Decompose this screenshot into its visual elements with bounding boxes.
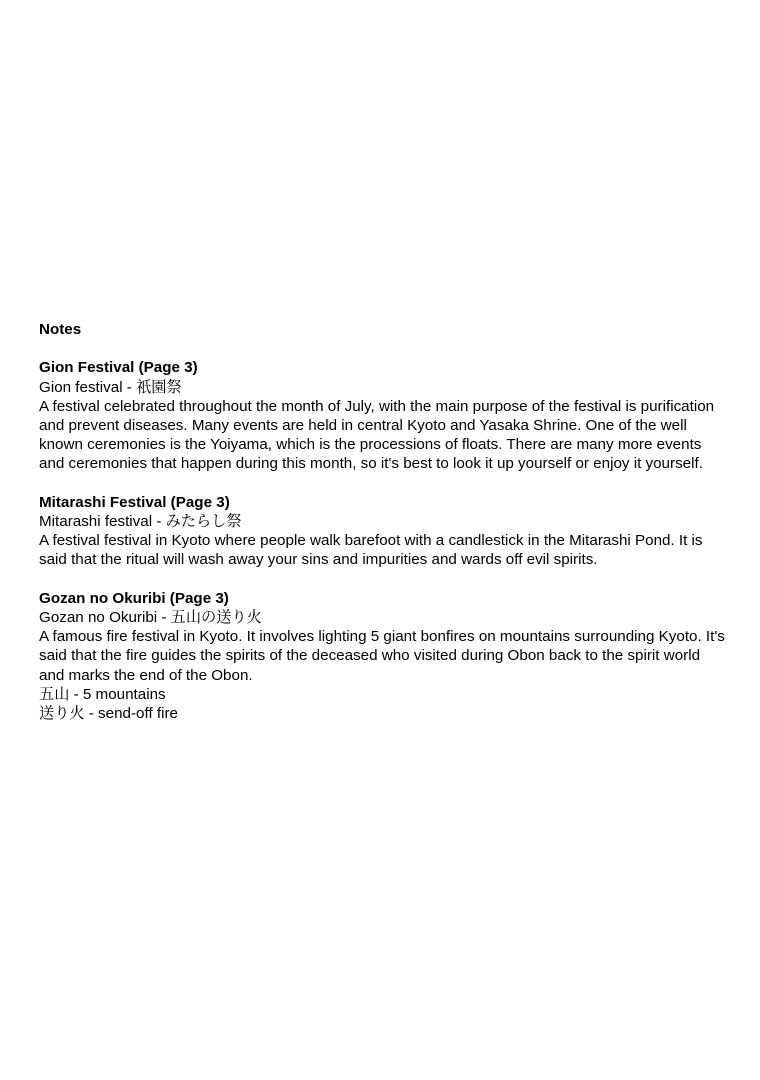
glossary-line: 送り火 - send-off fire — [39, 705, 178, 723]
spacer — [39, 339, 729, 358]
glossary-line: 五山 - 5 mountains — [39, 685, 166, 703]
section-heading: Gozan no Okuribi (Page 3) — [39, 589, 229, 607]
notes-content — [39, 320, 729, 723]
spacer — [39, 570, 729, 589]
section-body: A festival celebrated throughout the month of July, with the main purpose of the festival is purification and prevent diseases. Many events are held in central Kyoto and Yasaka Shrine. One of the well known ceremonies is the Yoiyama, which is the processions of floats. There are many more events and ceremonies that happen during this month, so it's best to look it up yourself or enjoy it yourself. — [39, 397, 715, 473]
section-gozan-no-okuribi — [39, 589, 729, 723]
section-heading: Mitarashi Festival (Page 3) — [39, 493, 230, 511]
section-body: A festival festival in Kyoto where people walk barefoot with a candlestick in the Mitarashi Pond. It is said that the ritual will wash away your sins and impurities and wards off evil spirits. — [39, 532, 703, 569]
section-heading: Gion Festival (Page 3) — [39, 359, 198, 377]
notes-title: Notes — [39, 321, 82, 338]
section-subtitle: Gozan no Okuribi - 五山の送り火 — [39, 609, 262, 626]
section-subtitle: Gion festival - 祇園祭 — [39, 378, 182, 396]
section-subtitle: Mitarashi festival - みたらし祭 — [39, 513, 242, 530]
spacer — [39, 474, 729, 493]
section-body: A famous fire festival in Kyoto. It involves lighting 5 giant bonfires on mountains surrounding Kyoto. It's said that the fire guides the spirits of the deceased who visited during Obon back to the spirit world and marks the end of the Obon. — [39, 628, 725, 684]
section-gion-festival — [39, 358, 729, 473]
section-mitarashi-festival — [39, 493, 729, 570]
